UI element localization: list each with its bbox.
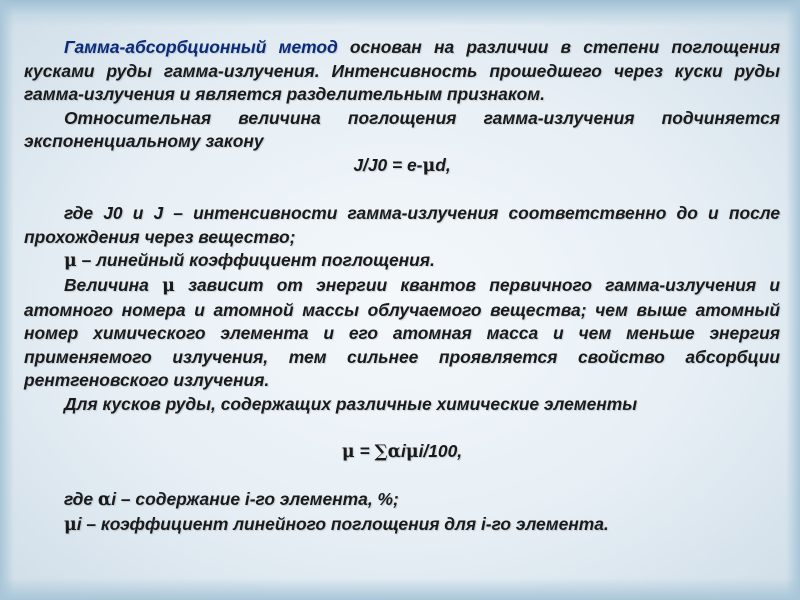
spacer [24,417,780,441]
paragraph-mu-dependence [24,274,780,393]
formula-attenuation-suffix: d, [435,154,451,175]
sum-symbol: ∑ [374,442,388,463]
mu-symbol: μ [64,251,77,272]
mui-definition-text: i – коэффициент линейного поглощения для i-го элемента. [76,513,609,534]
spacer [24,179,780,203]
paragraph-ore-pieces: Для кусков руды, содержащих различные химические элементы [64,393,638,414]
alpha-symbol: α [387,442,401,463]
alpha-symbol: α [97,490,112,511]
mu-symbol: μ [405,442,419,463]
method-term: Гамма-абсорбционный метод [64,37,338,57]
mu-symbol: μ [422,155,436,176]
slide-frame-top [0,0,800,26]
paragraph-mui-definition [24,513,780,538]
equals-sign: = [354,441,375,462]
formula-weighted-sum-suffix: i/100, [418,441,463,462]
mu-definition-text: – линейный коэффициент поглощения. [76,250,435,271]
paragraph-alpha-definition [24,488,780,513]
paragraph-intensity-definition: где J0 и J – интенсивности гамма-излучения соответственно до и после прохождения через вещество; [24,203,780,247]
mu-dependence-text: зависит от энергии квантов первичного гамма-излучения и атомного номера и атомной массы облучаемого вещества; чем выше атомный номер химического элемента и его атомная масса и чем меньше энергия применяемого излучения, тем сильнее проявляется свойство абсорбции рентгеновского излучения. [24,274,781,391]
paragraph-mu-definition [24,249,780,274]
slide-body [24,36,780,537]
mu-symbol: μ [64,514,77,535]
slide-frame-right [786,0,800,600]
paragraph-method-definition [24,36,780,107]
formula-attenuation [24,154,780,179]
mu-dependence-prefix: Величина [64,274,163,295]
index-i: i [400,441,406,462]
mu-symbol: μ [341,442,355,463]
method-description: основан на различии в степени поглощения кусками руды гамма-излучения. Интенсивность прошедшего через куски руды гамма-излучения и является разделительным признаком. [24,37,780,105]
formula-attenuation-prefix: J/J0 = e- [353,154,423,175]
alpha-definition-text: i – содержание i-го элемента, %; [111,489,399,510]
paragraph-exponential-law: Относительная величина поглощения гамма-излучения подчиняется экспоненциальному закону [24,107,780,152]
slide-frame-bottom [0,578,800,600]
spacer [24,465,780,489]
alpha-definition-prefix: где [64,489,98,510]
slide-frame-left [0,0,14,600]
mu-symbol: μ [162,275,175,296]
formula-weighted-sum [24,440,780,465]
